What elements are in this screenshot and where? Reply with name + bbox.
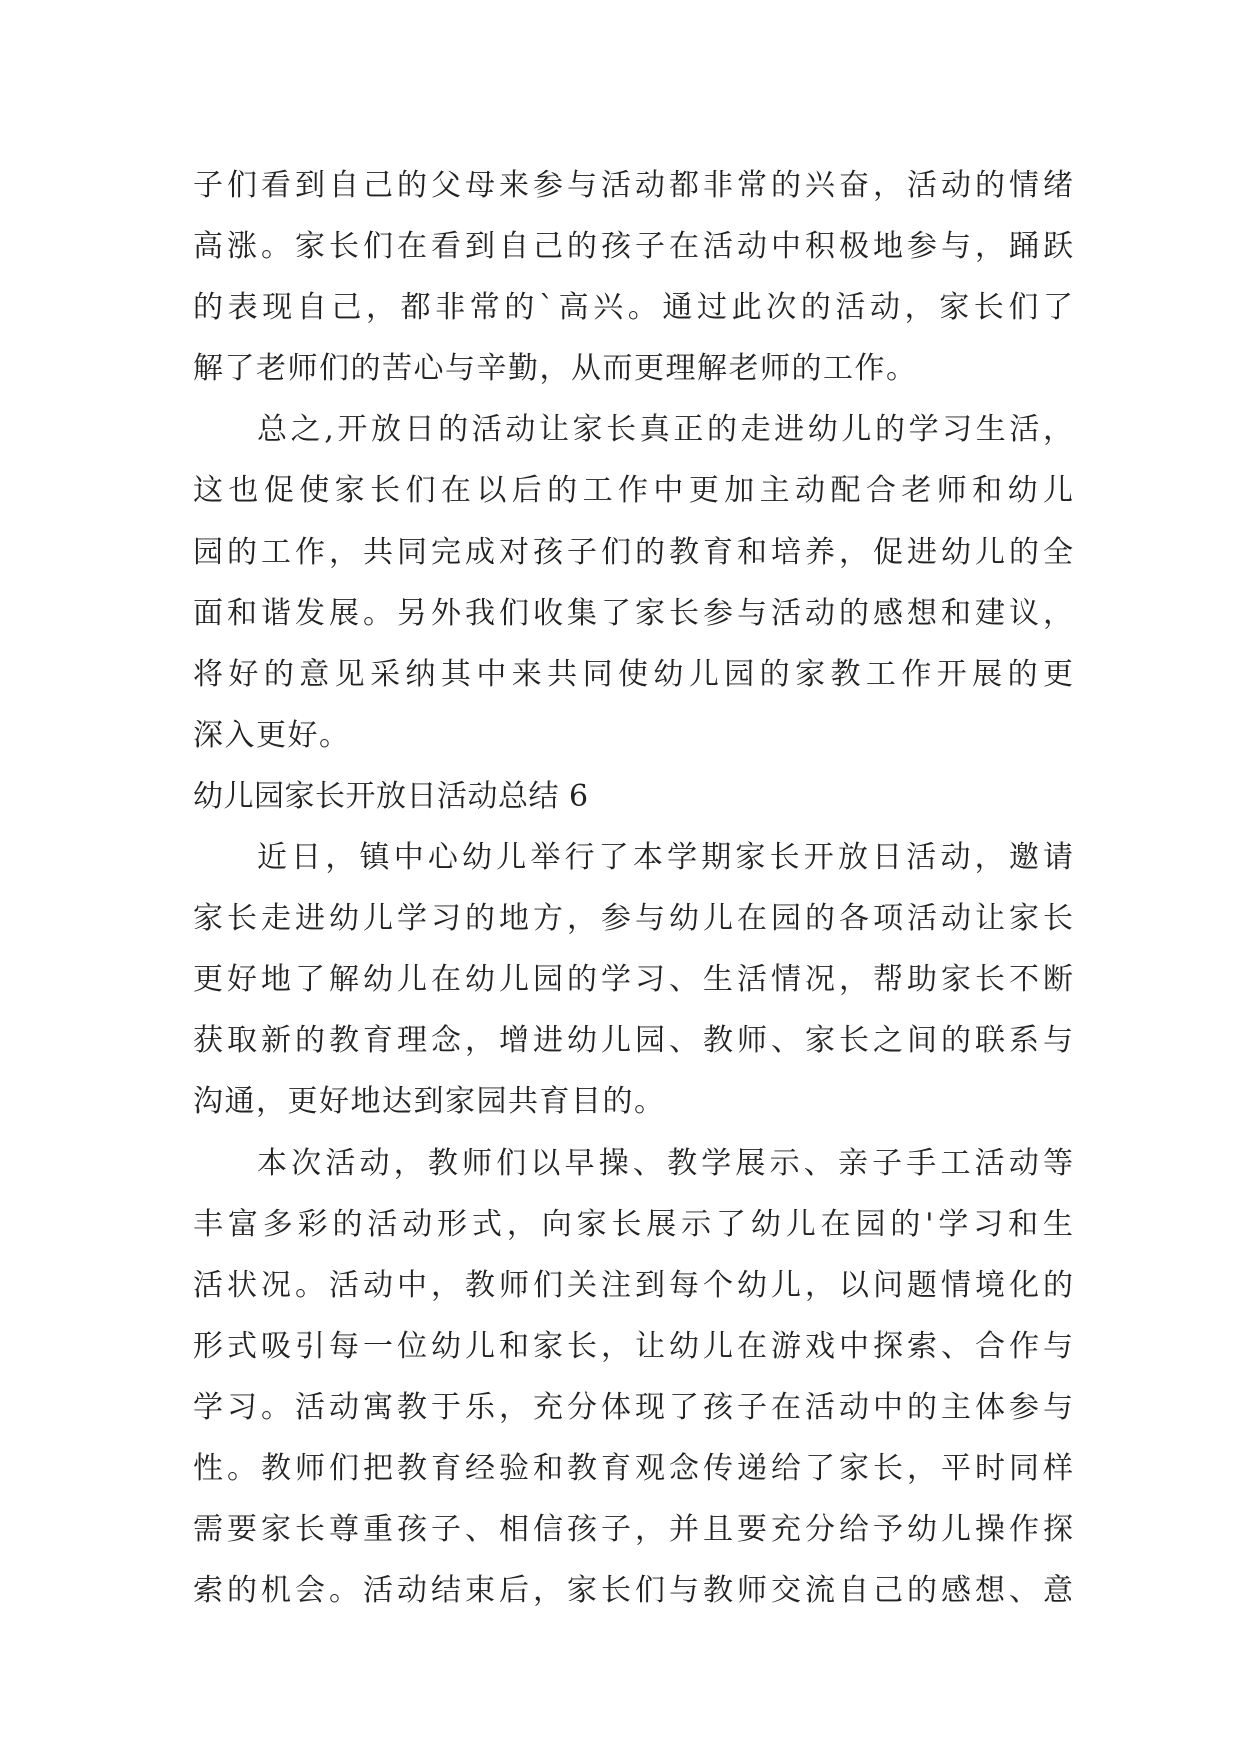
text-line: 这也促使家长们在以后的工作中更加主动配合老师和幼儿 bbox=[193, 473, 1073, 509]
text-line: 的表现自己，都非常的`高兴。通过此次的活动，家长们了 bbox=[193, 290, 1073, 326]
text-line: 解了老师们的苦心与辛勤，从而更理解老师的工作。 bbox=[193, 351, 918, 387]
text-line: 获取新的教育理念，增进幼儿园、教师、家长之间的联系与 bbox=[193, 1023, 1073, 1059]
text-line: 更好地了解幼儿在幼儿园的学习、生活情况，帮助家长不断 bbox=[193, 962, 1073, 998]
text-line: 总之,开放日的活动让家长真正的走进幼儿的学习生活， bbox=[257, 412, 1073, 448]
text-line: 近日，镇中心幼儿举行了本学期家长开放日活动，邀请 bbox=[257, 840, 1073, 876]
text-line: 需要家长尊重孩子、相信孩子，并且要充分给予幼儿操作探 bbox=[193, 1512, 1073, 1548]
text-line: 家长走进幼儿学习的地方，参与幼儿在园的各项活动让家长 bbox=[193, 901, 1073, 937]
text-line: 本次活动，教师们以早操、教学展示、亲子手工活动等 bbox=[257, 1145, 1073, 1181]
text-line: 形式吸引每一位幼儿和家长，让幼儿在游戏中探索、合作与 bbox=[193, 1328, 1073, 1364]
text-line: 丰富多彩的活动形式，向家长展示了幼儿在园的'学习和生 bbox=[193, 1206, 1073, 1242]
document-body bbox=[193, 155, 1073, 1621]
text-line: 性。教师们把教育经验和教育观念传递给了家长，平时同样 bbox=[193, 1450, 1073, 1486]
paragraph bbox=[193, 399, 1073, 766]
section-heading: 幼儿园家长开放日活动总结 6 bbox=[193, 778, 589, 814]
text-line: 面和谐发展。另外我们收集了家长参与活动的感想和建议， bbox=[193, 595, 1073, 631]
text-line: 子们看到自己的父母来参与活动都非常的兴奋，活动的情绪 bbox=[193, 168, 1073, 203]
paragraph bbox=[193, 1133, 1073, 1622]
paragraph bbox=[193, 827, 1073, 1132]
text-line: 园的工作，共同完成对孩子们的教育和培养，促进幼儿的全 bbox=[193, 534, 1073, 570]
text-line: 将好的意见采纳其中来共同使幼儿园的家教工作开展的更 bbox=[193, 656, 1073, 692]
text-line: 活状况。活动中，教师们关注到每个幼儿，以问题情境化的 bbox=[193, 1267, 1073, 1303]
text-line: 学习。活动寓教于乐，充分体现了孩子在活动中的主体参与 bbox=[193, 1389, 1073, 1425]
text-line: 深入更好。 bbox=[193, 717, 351, 753]
text-line: 索的机会。活动结束后，家长们与教师交流自己的感想、意 bbox=[193, 1573, 1073, 1609]
paragraph bbox=[193, 155, 1073, 399]
text-line: 高涨。家长们在看到自己的孩子在活动中积极地参与，踊跃 bbox=[193, 229, 1073, 265]
text-line: 沟通，更好地达到家园共育目的。 bbox=[193, 1084, 666, 1120]
